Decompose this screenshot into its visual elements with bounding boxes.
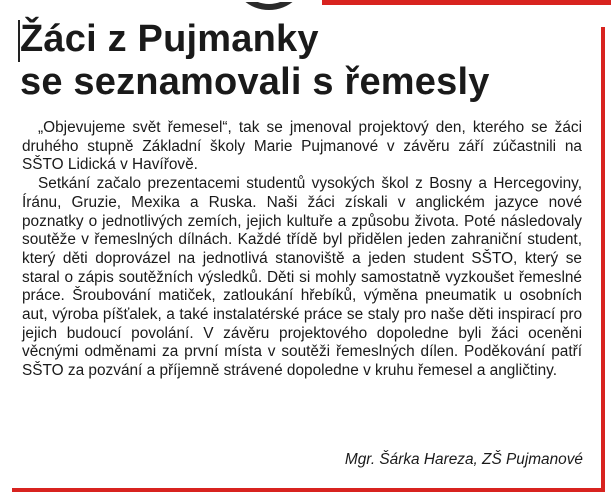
article-body bbox=[22, 119, 582, 381]
headline-line-1: Žáci z Pujmanky bbox=[20, 18, 319, 60]
article-paragraph-2: Setkání začalo prezentacemi studentů vysokých škol z Bosny a Hercegoviny, Íránu, Gruzie, Mexika a Ruska. Naši žáci získali v anglickém jazyce nové poznatky o jednotlivých zemích, jejich kultuře a způsobu života. Poté následovaly soutěže v řemeslných dílnách. Každé třídě byl přidělen jeden zahraniční student, který děti doprovázel na jednotlivá stanoviště a jeden student SŠTO, který se staral o zápis soutěžních výsledků. Děti si mohly samostatně vyzkoušet řemeslné práce. Šroubování matiček, zatloukání hřebíků, výměna pneumatik u osobních aut, výroba píšťalek, a také instalatérské práce se staly pro naše děti inspirací pro jejich budoucí povolání. V závěru projektového dopoledne byli žáci oceněni věcnými odměnami za první místa v soutěži řemeslných dílen. Poděkování patří SŠTO za pozvání a příjemně strávené dopoledne v kruhu řemesel a angličtiny. bbox=[22, 175, 582, 380]
article-headline bbox=[20, 18, 490, 104]
headline-line-2: se seznamovali s řemesly bbox=[20, 61, 490, 103]
bottom-red-rule bbox=[12, 488, 605, 492]
article-signature: Mgr. Šárka Hareza, ZŠ Pujmanové bbox=[344, 451, 583, 468]
right-red-rule bbox=[601, 27, 605, 489]
article-paragraph-1: „Objevujeme svět řemesel“, tak se jmenoval projektový den, kterého se žáci druhého stupně Základní školy Marie Pujmanové v závěru září zúčastnili na SŠTO Lidická v Havířově. bbox=[22, 119, 582, 174]
top-red-rule bbox=[322, 0, 611, 5]
